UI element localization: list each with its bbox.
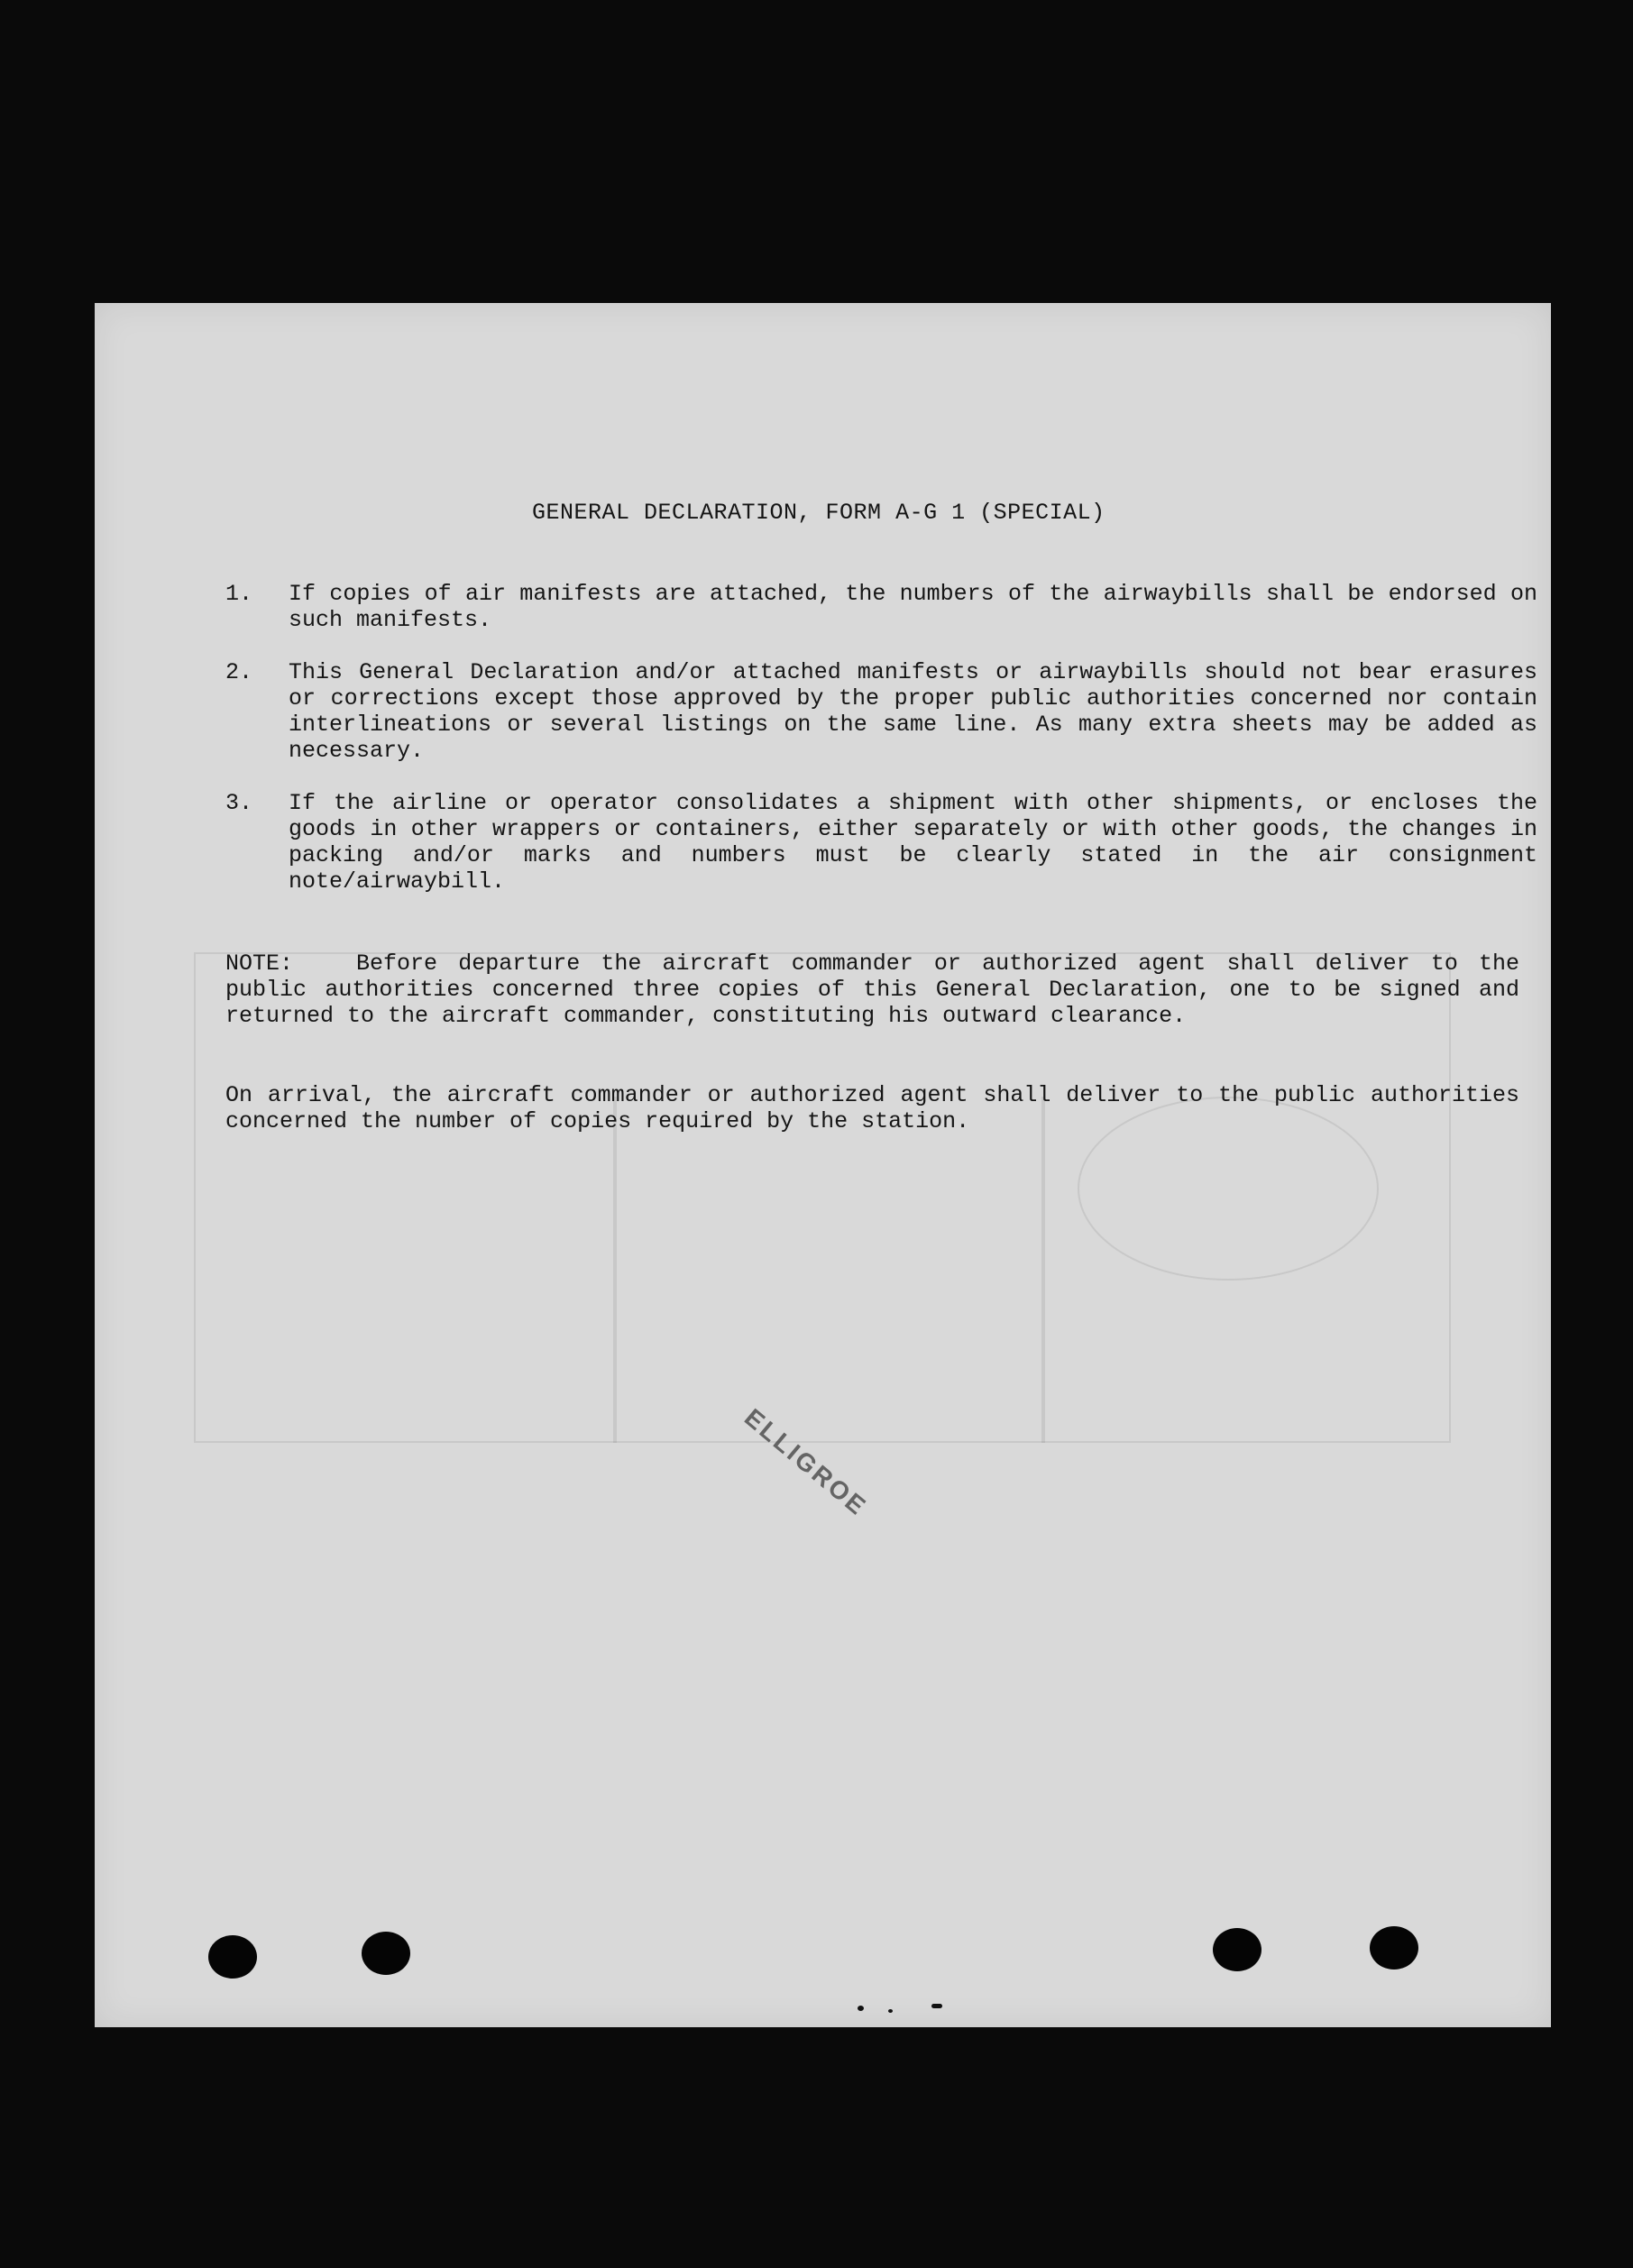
list-item (225, 581, 1537, 633)
speck (888, 2009, 893, 2013)
punch-hole (362, 1932, 410, 1975)
punch-hole (1370, 1926, 1418, 1970)
list-item (225, 659, 1537, 764)
bleed-through-divider (613, 1097, 617, 1443)
punch-hole (1213, 1928, 1261, 1971)
document-page (95, 303, 1551, 2027)
item-number: 3. (225, 790, 253, 816)
list-item (225, 790, 1537, 895)
rubber-stamp: ELLIGROE (739, 1403, 873, 1522)
speck (931, 2004, 942, 2008)
page-title: GENERAL DECLARATION, FORM A-G 1 (SPECIAL) (532, 500, 1105, 526)
arrival-paragraph: On arrival, the aircraft commander or authorized agent shall deliver to the public authorities concerned the number of copies required by the station. (225, 1082, 1519, 1134)
punch-hole (208, 1935, 257, 1979)
item-number: 2. (225, 659, 253, 685)
bleed-through-divider (1041, 1097, 1045, 1443)
item-text: This General Declaration and/or attached manifests or airwaybills should not bear erasures or corrections except those approved by the proper public authorities concerned nor contain interlineations or several listings on the same line. As many extra sheets may be added as necessary. (289, 659, 1537, 764)
note-text: Before departure the aircraft commander or authorized agent shall deliver to the public authorities concerned three copies of this General Declaration, one to be signed and returned to the aircraft commander, constituting his outward clearance. (225, 950, 1519, 1029)
item-text: If the airline or operator consolidates a shipment with other shipments, or encloses the goods in other wrappers or containers, either separately or with other goods, the changes in packing and/or marks and numbers must be clearly stated in the air consignment note/airwaybill. (289, 790, 1537, 895)
speck (858, 2006, 864, 2011)
note-label: NOTE: (225, 950, 294, 977)
item-number: 1. (225, 581, 253, 607)
note-paragraph (225, 950, 1519, 1029)
item-text: If copies of air manifests are attached, the numbers of the airwaybills shall be endorsed on such manifests. (289, 581, 1537, 633)
